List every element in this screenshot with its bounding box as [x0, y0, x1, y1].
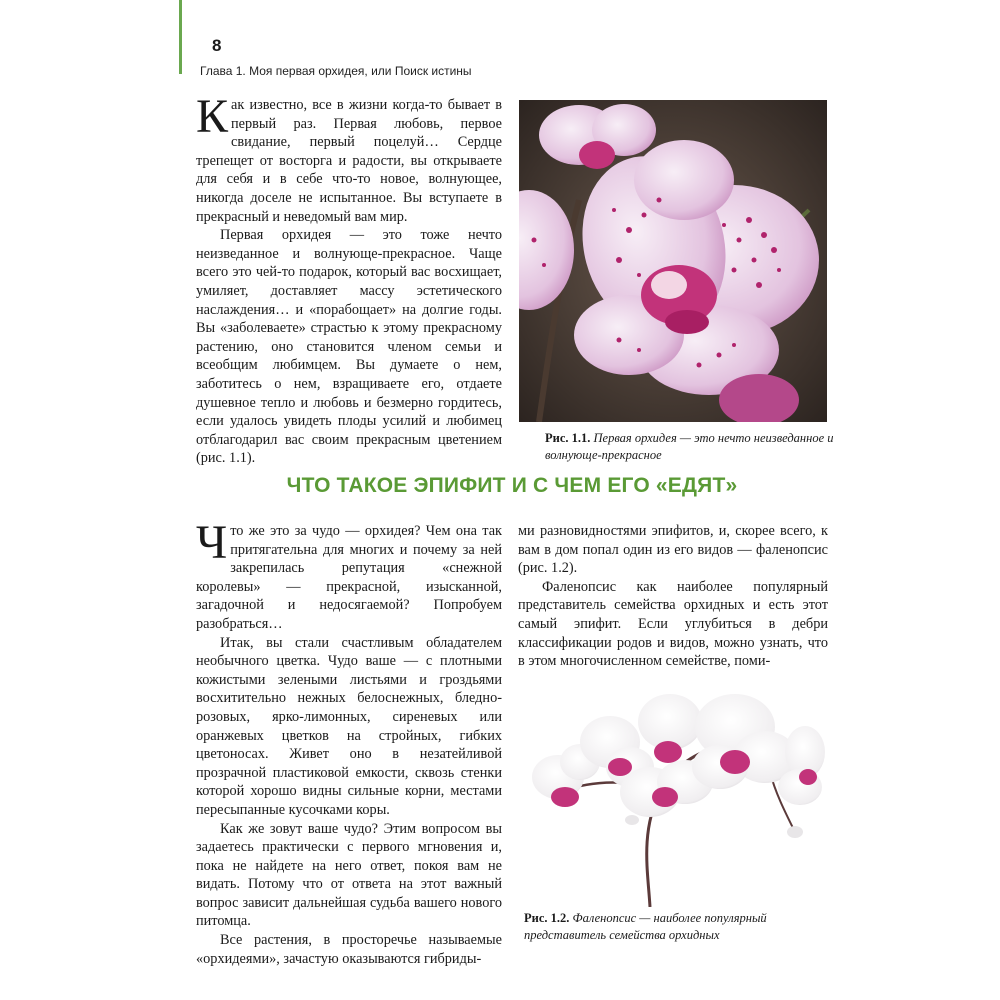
figure-2-photo — [520, 682, 830, 907]
figure-1-label: Рис. 1.1. — [545, 431, 591, 445]
page-number: 8 — [212, 36, 222, 55]
running-head: Глава 1. Моя первая орхидея, или Поиск истины — [200, 64, 472, 78]
orchid-flowers — [532, 694, 825, 838]
left-paragraph-2: Итак, вы стали счастливым обладателем необычного цветка. Чудо ваше — с плотными кожистыми зелеными листьями и гроздьями восхитительно нежных белоснежных, бледно-розовых, ярко-лимонных, сиреневых или оранжевых цветков на стройных, гибких цветоносах. Живет оно в незатейливой прозрачной пластиковой емкости, сквозь стенки которой хорошо видны сильные корни, местами пересыпанные кусочками коры. — [196, 634, 502, 818]
figure-1-caption-text: Первая орхидея — это нечто неизведанное и волнующе-прекрасное — [545, 431, 834, 462]
intro-paragraph-2: Первая орхидея — это тоже нечто неизведанное и волнующе-прекрасное. Чаще всего это чей-то подарок, который вас восхищает, умиляет, доставляет массу эстетического наслаждения… и «порабощает» на долгие годы. Вы «заболеваете» страстью к этому прекрасному растению, оно становится членом семьи и всеобщим любимцем. Вы думаете о нем, заботитесь о нем, взращиваете его, отдаете душевное тепло и любовь и безмерно гордитесь, если удалось увидеть плоды усилий и любимец отблагодарил вас своим прекрасным цветением (рис. 1.1). — [196, 227, 502, 467]
left-paragraph-1: Что же это за чудо — орхидея? Чем она так притягательна для многих и почему за ней закрепилась репутация «снежной королевы» — прекрасной, изысканной, загадочной и недосягаемой? Попробуем разобраться… — [196, 516, 502, 632]
figure-1-photo — [519, 100, 827, 422]
figure-2-caption — [524, 910, 829, 944]
white-orchid-image — [520, 682, 830, 907]
dropcap: К — [196, 90, 229, 143]
figure-2-label: Рис. 1.2. — [524, 911, 570, 925]
header-accent-line — [179, 0, 182, 74]
intro-text — [196, 90, 502, 468]
pink-orchid-image — [519, 100, 827, 422]
figure-2-caption-text: Фаленопсис — наиболее популярный представитель семейства орхидных — [524, 911, 767, 942]
dropcap-2: Ч — [196, 516, 228, 569]
right-paragraph-2: Фаленопсис как наиболее популярный представитель семейства орхидных и есть этот самый эпифит. Если углубиться в дебри классификации родов и видов, можно узнать, что в этом многочисленном семействе, поми- — [518, 578, 828, 670]
right-column-text — [518, 522, 828, 671]
intro-paragraph-1: Как известно, все в жизни когда-то бывает в первый раз. Первая любовь, первое свидание, первый поцелуй… Сердце трепещет от восторга и радости, вы открываете для себя и в себе что-то новое, волнующее, никогда доселе не испытанное. Вы вступаете в прекрасный и неведомый вам мир. — [196, 90, 502, 225]
figure-1-caption — [545, 430, 835, 464]
left-paragraph-4: Все растения, в просторечье называемые «орхидеями», зачастую оказываются гибриды- — [196, 932, 502, 967]
left-column-text — [196, 516, 502, 968]
left-paragraph-3: Как же зовут ваше чудо? Этим вопросом вы задаетесь практически с первого мгновения и, пока не найдете на него ответ, покоя вам не видать. Потому что от ответа на этот важный вопрос зависит дальнейшая судьба вашего нового питомца. — [196, 820, 502, 930]
section-heading: ЧТО ТАКОЕ ЭПИФИТ И С ЧЕМ ЕГО «ЕДЯТ» — [286, 474, 738, 497]
right-paragraph-1: ми разновидностями эпифитов, и, скорее всего, к вам в дом попал один из его видов — фаленопсис (рис. 1.2). — [518, 523, 828, 577]
